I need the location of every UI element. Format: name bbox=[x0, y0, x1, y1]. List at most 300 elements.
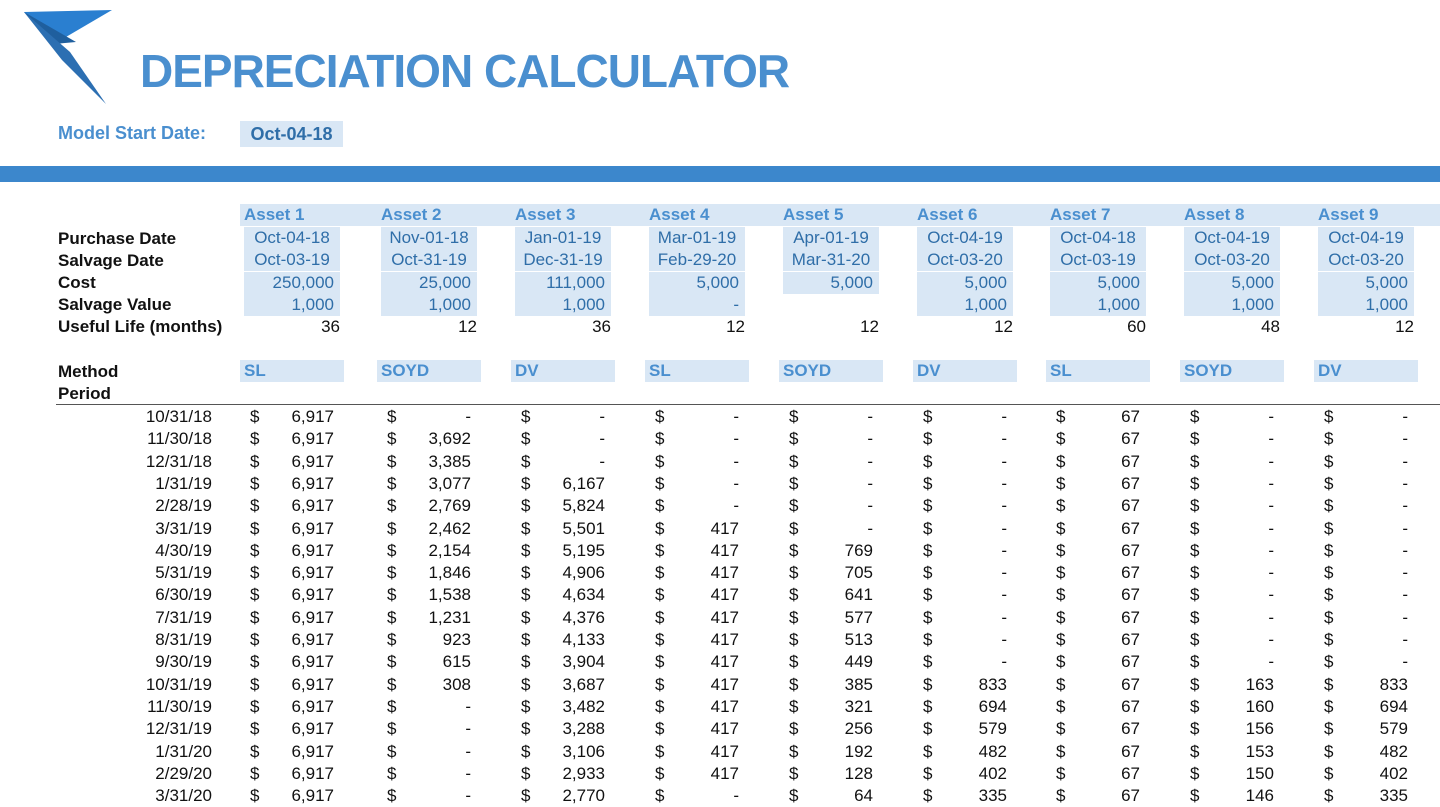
currency-symbol: $ bbox=[1324, 540, 1334, 560]
depreciation-value-cell: - bbox=[867, 496, 873, 516]
currency-symbol: $ bbox=[387, 518, 397, 538]
depreciation-value-cell: - bbox=[1001, 630, 1007, 649]
depreciation-value-cell: 6,917 bbox=[291, 451, 334, 471]
depreciation-value-cell: 67 bbox=[1121, 585, 1140, 605]
depreciation-value-cell: 449 bbox=[844, 652, 873, 672]
salvage-value-cell[interactable]: 1,000 bbox=[244, 294, 340, 316]
method-cell[interactable]: SL bbox=[645, 360, 749, 382]
depreciation-value-cell: - bbox=[465, 696, 471, 716]
header-band bbox=[0, 166, 1440, 182]
useful-life-cell: 12 bbox=[860, 317, 879, 336]
currency-symbol: $ bbox=[387, 585, 397, 605]
depreciation-value-cell: 67 bbox=[1121, 674, 1140, 694]
currency-symbol: $ bbox=[1056, 786, 1066, 806]
period-cell: 10/31/19 bbox=[145, 674, 212, 694]
depreciation-value-cell: - bbox=[1001, 473, 1007, 493]
currency-symbol: $ bbox=[655, 786, 665, 806]
cost-cell[interactable]: 111,000 bbox=[515, 272, 611, 294]
currency-symbol: $ bbox=[789, 674, 799, 694]
currency-symbol: $ bbox=[923, 563, 933, 583]
salvage-value-cell[interactable]: 1,000 bbox=[515, 294, 611, 316]
depreciation-value-cell: - bbox=[465, 719, 471, 739]
logo-icon bbox=[24, 8, 116, 106]
depreciation-value-cell: 67 bbox=[1121, 563, 1140, 583]
currency-symbol: $ bbox=[521, 429, 531, 449]
currency-symbol: $ bbox=[655, 696, 665, 716]
currency-symbol: $ bbox=[1324, 652, 1334, 672]
salvage-value-cell[interactable]: - bbox=[649, 294, 745, 316]
depreciation-value-cell: 482 bbox=[1379, 741, 1408, 761]
depreciation-value-cell: 923 bbox=[442, 630, 471, 649]
currency-symbol: $ bbox=[1056, 540, 1066, 560]
depreciation-value-cell: 3,106 bbox=[562, 741, 605, 761]
depreciation-value-cell: 192 bbox=[844, 741, 873, 761]
currency-symbol: $ bbox=[387, 719, 397, 739]
period-cell: 10/31/18 bbox=[145, 407, 212, 426]
purchase-date-cell[interactable]: Jan-01-19 bbox=[515, 227, 611, 249]
depreciation-value-cell: - bbox=[1268, 607, 1274, 627]
depreciation-value-cell: 6,917 bbox=[291, 429, 334, 449]
depreciation-value-cell: 513 bbox=[844, 630, 873, 649]
cost-cell[interactable]: 5,000 bbox=[1050, 272, 1146, 294]
method-label: Method bbox=[58, 362, 119, 381]
currency-symbol: $ bbox=[521, 674, 531, 694]
depreciation-value-cell: 579 bbox=[1379, 719, 1408, 739]
currency-symbol: $ bbox=[1190, 585, 1200, 605]
depreciation-value-cell: - bbox=[1402, 518, 1408, 538]
depreciation-value-cell: - bbox=[1402, 429, 1408, 449]
depreciation-value-cell: 2,462 bbox=[428, 518, 471, 538]
currency-symbol: $ bbox=[387, 674, 397, 694]
salvage-date-cell[interactable]: Oct-03-19 bbox=[244, 249, 340, 271]
salvage-date-cell[interactable]: Oct-03-20 bbox=[1184, 249, 1280, 271]
depreciation-value-cell: 160 bbox=[1245, 696, 1274, 716]
depreciation-value-cell: 833 bbox=[978, 674, 1007, 694]
currency-symbol: $ bbox=[789, 563, 799, 583]
depreciation-value-cell: 67 bbox=[1121, 630, 1140, 649]
depreciation-value-cell: 67 bbox=[1121, 607, 1140, 627]
currency-symbol: $ bbox=[1190, 719, 1200, 739]
depreciation-value-cell: 6,917 bbox=[291, 563, 334, 583]
depreciation-value-cell: 64 bbox=[854, 786, 873, 806]
currency-symbol: $ bbox=[1056, 719, 1066, 739]
currency-symbol: $ bbox=[387, 763, 397, 783]
currency-symbol: $ bbox=[1190, 696, 1200, 716]
depreciation-value-cell: - bbox=[867, 473, 873, 493]
depreciation-value-cell: - bbox=[1268, 630, 1274, 649]
model-start-date-input[interactable]: Oct-04-18 bbox=[240, 121, 343, 147]
depreciation-value-cell: - bbox=[1268, 518, 1274, 538]
currency-symbol: $ bbox=[789, 473, 799, 493]
purchase-date-cell[interactable]: Mar-01-19 bbox=[649, 227, 745, 249]
currency-symbol: $ bbox=[1056, 652, 1066, 672]
depreciation-value-cell: 67 bbox=[1121, 451, 1140, 471]
currency-symbol: $ bbox=[1324, 585, 1334, 605]
currency-symbol: $ bbox=[1056, 429, 1066, 449]
depreciation-value-cell: - bbox=[1001, 496, 1007, 516]
currency-symbol: $ bbox=[250, 585, 260, 605]
period-cell: 11/30/18 bbox=[147, 429, 212, 449]
purchase-date-cell[interactable]: Nov-01-18 bbox=[381, 227, 477, 249]
salvage-value-cell[interactable]: 1,000 bbox=[917, 294, 1013, 316]
depreciation-value-cell: 67 bbox=[1121, 518, 1140, 538]
depreciation-value-cell: 6,917 bbox=[291, 763, 334, 783]
depreciation-value-cell: 67 bbox=[1121, 786, 1140, 806]
depreciation-value-cell: 417 bbox=[710, 563, 739, 583]
currency-symbol: $ bbox=[387, 496, 397, 516]
method-cell[interactable]: SOYD bbox=[377, 360, 481, 382]
purchase-date-cell[interactable]: Oct-04-18 bbox=[1050, 227, 1146, 249]
period-cell: 11/30/19 bbox=[147, 696, 212, 716]
currency-symbol: $ bbox=[923, 407, 933, 426]
salvage-date-cell[interactable]: Mar-31-20 bbox=[783, 249, 879, 271]
purchase-date-cell[interactable]: Apr-01-19 bbox=[783, 227, 879, 249]
currency-symbol: $ bbox=[521, 741, 531, 761]
currency-symbol: $ bbox=[923, 719, 933, 739]
salvage-date-label: Salvage Date bbox=[58, 251, 164, 270]
currency-symbol: $ bbox=[250, 607, 260, 627]
currency-symbol: $ bbox=[1324, 563, 1334, 583]
currency-symbol: $ bbox=[1056, 630, 1066, 649]
depreciation-value-cell: - bbox=[867, 518, 873, 538]
currency-symbol: $ bbox=[789, 719, 799, 739]
depreciation-value-cell: 1,231 bbox=[428, 607, 471, 627]
depreciation-value-cell: 385 bbox=[844, 674, 873, 694]
method-cell[interactable]: SL bbox=[1046, 360, 1150, 382]
depreciation-value-cell: - bbox=[1402, 473, 1408, 493]
depreciation-value-cell: 3,385 bbox=[428, 451, 471, 471]
salvage-value-cell[interactable]: 1,000 bbox=[1318, 294, 1414, 316]
currency-symbol: $ bbox=[923, 518, 933, 538]
currency-symbol: $ bbox=[521, 585, 531, 605]
currency-symbol: $ bbox=[1190, 674, 1200, 694]
asset-header-4: Asset 4 bbox=[645, 204, 779, 226]
depreciation-value-cell: - bbox=[1001, 407, 1007, 426]
currency-symbol: $ bbox=[1324, 719, 1334, 739]
useful-life-cell: 12 bbox=[458, 317, 477, 336]
cost-cell[interactable]: 25,000 bbox=[381, 272, 477, 294]
depreciation-value-cell: - bbox=[1402, 563, 1408, 583]
currency-symbol: $ bbox=[387, 429, 397, 449]
currency-symbol: $ bbox=[1324, 451, 1334, 471]
depreciation-value-cell: - bbox=[1402, 607, 1408, 627]
depreciation-value-cell: - bbox=[1268, 496, 1274, 516]
currency-symbol: $ bbox=[521, 451, 531, 471]
currency-symbol: $ bbox=[250, 563, 260, 583]
period-cell: 1/31/19 bbox=[155, 473, 212, 493]
depreciation-value-cell: 156 bbox=[1245, 719, 1274, 739]
depreciation-value-cell: 417 bbox=[710, 674, 739, 694]
depreciation-value-cell: 417 bbox=[710, 518, 739, 538]
depreciation-value-cell: - bbox=[733, 496, 739, 516]
currency-symbol: $ bbox=[789, 696, 799, 716]
currency-symbol: $ bbox=[1190, 741, 1200, 761]
purchase-date-cell[interactable]: Oct-04-19 bbox=[1184, 227, 1280, 249]
currency-symbol: $ bbox=[521, 540, 531, 560]
period-cell: 1/31/20 bbox=[155, 741, 212, 761]
asset-header-9: Asset 9 bbox=[1314, 204, 1440, 226]
cost-label: Cost bbox=[58, 273, 96, 292]
currency-symbol: $ bbox=[655, 407, 665, 426]
depreciation-value-cell: 6,917 bbox=[291, 741, 334, 761]
currency-symbol: $ bbox=[1324, 407, 1334, 426]
depreciation-value-cell: 67 bbox=[1121, 540, 1140, 560]
currency-symbol: $ bbox=[521, 630, 531, 649]
depreciation-value-cell: 417 bbox=[710, 607, 739, 627]
currency-symbol: $ bbox=[521, 763, 531, 783]
depreciation-value-cell: 417 bbox=[710, 763, 739, 783]
method-cell[interactable]: SOYD bbox=[1180, 360, 1284, 382]
currency-symbol: $ bbox=[1324, 630, 1334, 649]
currency-symbol: $ bbox=[250, 630, 260, 649]
currency-symbol: $ bbox=[655, 563, 665, 583]
currency-symbol: $ bbox=[1324, 741, 1334, 761]
currency-symbol: $ bbox=[250, 518, 260, 538]
currency-symbol: $ bbox=[1190, 473, 1200, 493]
currency-symbol: $ bbox=[923, 696, 933, 716]
depreciation-value-cell: - bbox=[599, 451, 605, 471]
currency-symbol: $ bbox=[521, 496, 531, 516]
currency-symbol: $ bbox=[789, 607, 799, 627]
depreciation-value-cell: 321 bbox=[844, 696, 873, 716]
depreciation-value-cell: 2,933 bbox=[562, 763, 605, 783]
currency-symbol: $ bbox=[789, 407, 799, 426]
period-cell: 7/31/19 bbox=[155, 607, 212, 627]
depreciation-value-cell: 3,077 bbox=[428, 473, 471, 493]
depreciation-value-cell: - bbox=[733, 473, 739, 493]
depreciation-value-cell: 694 bbox=[978, 696, 1007, 716]
depreciation-value-cell: - bbox=[1268, 540, 1274, 560]
depreciation-value-cell: - bbox=[1001, 585, 1007, 605]
salvage-date-cell[interactable]: Oct-31-19 bbox=[381, 249, 477, 271]
depreciation-value-cell: - bbox=[1268, 652, 1274, 672]
currency-symbol: $ bbox=[923, 607, 933, 627]
currency-symbol: $ bbox=[655, 719, 665, 739]
currency-symbol: $ bbox=[1190, 563, 1200, 583]
currency-symbol: $ bbox=[655, 674, 665, 694]
depreciation-value-cell: 3,687 bbox=[562, 674, 605, 694]
depreciation-value-cell: - bbox=[599, 429, 605, 449]
depreciation-value-cell: 3,904 bbox=[562, 652, 605, 672]
depreciation-value-cell: 67 bbox=[1121, 763, 1140, 783]
salvage-date-cell[interactable]: Feb-29-20 bbox=[649, 249, 745, 271]
currency-symbol: $ bbox=[250, 496, 260, 516]
salvage-date-cell[interactable]: Oct-03-19 bbox=[1050, 249, 1146, 271]
currency-symbol: $ bbox=[1190, 630, 1200, 649]
salvage-date-cell[interactable]: Oct-03-20 bbox=[917, 249, 1013, 271]
currency-symbol: $ bbox=[1056, 407, 1066, 426]
depreciation-value-cell: 335 bbox=[978, 786, 1007, 806]
currency-symbol: $ bbox=[250, 429, 260, 449]
depreciation-value-cell: 5,195 bbox=[562, 540, 605, 560]
asset-header-1: Asset 1 bbox=[240, 204, 377, 226]
depreciation-value-cell: 308 bbox=[442, 674, 471, 694]
depreciation-value-cell: - bbox=[867, 429, 873, 449]
depreciation-value-cell: 5,501 bbox=[562, 518, 605, 538]
depreciation-value-cell: 417 bbox=[710, 719, 739, 739]
depreciation-value-cell: 615 bbox=[442, 652, 471, 672]
salvage-value-cell[interactable]: 1,000 bbox=[1184, 294, 1280, 316]
currency-symbol: $ bbox=[1056, 518, 1066, 538]
currency-symbol: $ bbox=[1190, 518, 1200, 538]
depreciation-value-cell: 6,167 bbox=[562, 473, 605, 493]
salvage-date-cell[interactable]: Dec-31-19 bbox=[515, 249, 611, 271]
purchase-date-cell[interactable]: Oct-04-19 bbox=[917, 227, 1013, 249]
depreciation-value-cell: - bbox=[465, 741, 471, 761]
currency-symbol: $ bbox=[387, 652, 397, 672]
currency-symbol: $ bbox=[1324, 696, 1334, 716]
method-cell[interactable]: DV bbox=[511, 360, 615, 382]
period-cell: 12/31/18 bbox=[145, 451, 212, 471]
salvage-value-cell[interactable]: 1,000 bbox=[381, 294, 477, 316]
depreciation-value-cell: 4,133 bbox=[562, 630, 605, 649]
cost-cell[interactable]: 5,000 bbox=[783, 272, 879, 294]
currency-symbol: $ bbox=[1324, 473, 1334, 493]
depreciation-value-cell: 6,917 bbox=[291, 652, 334, 672]
depreciation-value-cell: - bbox=[1402, 496, 1408, 516]
depreciation-value-cell: 577 bbox=[844, 607, 873, 627]
depreciation-value-cell: 67 bbox=[1121, 652, 1140, 672]
useful-life-cell: 12 bbox=[726, 317, 745, 336]
purchase-date-cell[interactable]: Oct-04-19 bbox=[1318, 227, 1414, 249]
currency-symbol: $ bbox=[387, 630, 397, 649]
currency-symbol: $ bbox=[250, 719, 260, 739]
currency-symbol: $ bbox=[923, 763, 933, 783]
currency-symbol: $ bbox=[923, 741, 933, 761]
currency-symbol: $ bbox=[1056, 763, 1066, 783]
cost-cell[interactable]: 5,000 bbox=[917, 272, 1013, 294]
currency-symbol: $ bbox=[521, 518, 531, 538]
depreciation-value-cell: - bbox=[1268, 563, 1274, 583]
depreciation-value-cell: 6,917 bbox=[291, 540, 334, 560]
currency-symbol: $ bbox=[655, 630, 665, 649]
currency-symbol: $ bbox=[655, 429, 665, 449]
currency-symbol: $ bbox=[387, 786, 397, 806]
depreciation-value-cell: 482 bbox=[978, 741, 1007, 761]
currency-symbol: $ bbox=[1056, 696, 1066, 716]
currency-symbol: $ bbox=[250, 741, 260, 761]
currency-symbol: $ bbox=[1190, 540, 1200, 560]
currency-symbol: $ bbox=[1190, 763, 1200, 783]
depreciation-value-cell: - bbox=[1268, 585, 1274, 605]
purchase-date-cell[interactable]: Oct-04-18 bbox=[244, 227, 340, 249]
depreciation-value-cell: 150 bbox=[1245, 763, 1274, 783]
currency-symbol: $ bbox=[1056, 473, 1066, 493]
salvage-value-label: Salvage Value bbox=[58, 295, 172, 314]
depreciation-value-cell: 6,917 bbox=[291, 518, 334, 538]
currency-symbol: $ bbox=[655, 585, 665, 605]
currency-symbol: $ bbox=[1190, 496, 1200, 516]
method-cell[interactable]: SOYD bbox=[779, 360, 883, 382]
depreciation-value-cell: - bbox=[1402, 630, 1408, 649]
depreciation-value-cell: 3,288 bbox=[562, 719, 605, 739]
depreciation-value-cell: 417 bbox=[710, 652, 739, 672]
salvage-value-cell[interactable]: 1,000 bbox=[1050, 294, 1146, 316]
currency-symbol: $ bbox=[655, 496, 665, 516]
currency-symbol: $ bbox=[521, 563, 531, 583]
currency-symbol: $ bbox=[923, 585, 933, 605]
period-cell: 8/31/19 bbox=[155, 630, 212, 649]
depreciation-value-cell: 6,917 bbox=[291, 585, 334, 605]
currency-symbol: $ bbox=[655, 451, 665, 471]
depreciation-value-cell: - bbox=[733, 429, 739, 449]
currency-symbol: $ bbox=[1056, 607, 1066, 627]
currency-symbol: $ bbox=[923, 786, 933, 806]
depreciation-value-cell: 6,917 bbox=[291, 786, 334, 806]
currency-symbol: $ bbox=[250, 407, 260, 426]
table-divider bbox=[56, 404, 1440, 405]
method-cell[interactable]: DV bbox=[913, 360, 1017, 382]
depreciation-value-cell: 5,824 bbox=[562, 496, 605, 516]
currency-symbol: $ bbox=[789, 763, 799, 783]
currency-symbol: $ bbox=[250, 451, 260, 471]
currency-symbol: $ bbox=[923, 429, 933, 449]
currency-symbol: $ bbox=[1056, 563, 1066, 583]
currency-symbol: $ bbox=[1190, 407, 1200, 426]
currency-symbol: $ bbox=[1056, 496, 1066, 516]
currency-symbol: $ bbox=[521, 607, 531, 627]
asset-header-7: Asset 7 bbox=[1046, 204, 1180, 226]
depreciation-value-cell: 2,770 bbox=[562, 786, 605, 806]
depreciation-value-cell: 67 bbox=[1121, 719, 1140, 739]
currency-symbol: $ bbox=[789, 518, 799, 538]
currency-symbol: $ bbox=[387, 540, 397, 560]
depreciation-value-cell: 4,906 bbox=[562, 563, 605, 583]
useful-life-cell: 36 bbox=[321, 317, 340, 336]
currency-symbol: $ bbox=[789, 630, 799, 649]
useful-life-cell: 48 bbox=[1261, 317, 1280, 336]
depreciation-value-cell: 146 bbox=[1245, 786, 1274, 806]
currency-symbol: $ bbox=[250, 696, 260, 716]
depreciation-value-cell: 2,154 bbox=[428, 540, 471, 560]
currency-symbol: $ bbox=[387, 607, 397, 627]
currency-symbol: $ bbox=[1056, 674, 1066, 694]
currency-symbol: $ bbox=[655, 607, 665, 627]
currency-symbol: $ bbox=[250, 763, 260, 783]
depreciation-value-cell: - bbox=[1268, 451, 1274, 471]
depreciation-value-cell: 67 bbox=[1121, 429, 1140, 449]
cost-cell[interactable]: 5,000 bbox=[1318, 272, 1414, 294]
depreciation-value-cell: 417 bbox=[710, 741, 739, 761]
depreciation-value-cell: 67 bbox=[1121, 473, 1140, 493]
cost-cell[interactable]: 250,000 bbox=[244, 272, 340, 294]
useful-life-label: Useful Life (months) bbox=[58, 317, 223, 336]
depreciation-value-cell: 67 bbox=[1121, 741, 1140, 761]
model-start-date-label: Model Start Date: bbox=[58, 123, 207, 143]
currency-symbol: $ bbox=[655, 652, 665, 672]
currency-symbol: $ bbox=[1324, 607, 1334, 627]
currency-symbol: $ bbox=[655, 473, 665, 493]
currency-symbol: $ bbox=[789, 652, 799, 672]
method-cell[interactable]: DV bbox=[1314, 360, 1418, 382]
currency-symbol: $ bbox=[1190, 786, 1200, 806]
depreciation-value-cell: - bbox=[733, 451, 739, 471]
currency-symbol: $ bbox=[1324, 786, 1334, 806]
depreciation-value-cell: - bbox=[1001, 607, 1007, 627]
depreciation-value-cell: 833 bbox=[1379, 674, 1408, 694]
salvage-date-cell[interactable]: Oct-03-20 bbox=[1318, 249, 1414, 271]
currency-symbol: $ bbox=[1190, 429, 1200, 449]
depreciation-value-cell: - bbox=[1268, 429, 1274, 449]
cost-cell[interactable]: 5,000 bbox=[649, 272, 745, 294]
cost-cell[interactable]: 5,000 bbox=[1184, 272, 1280, 294]
depreciation-value-cell: 402 bbox=[978, 763, 1007, 783]
depreciation-value-cell: 6,917 bbox=[291, 696, 334, 716]
period-cell: 6/30/19 bbox=[155, 585, 212, 605]
method-cell[interactable]: SL bbox=[240, 360, 344, 382]
depreciation-value-cell: - bbox=[1402, 451, 1408, 471]
depreciation-value-cell: - bbox=[867, 451, 873, 471]
